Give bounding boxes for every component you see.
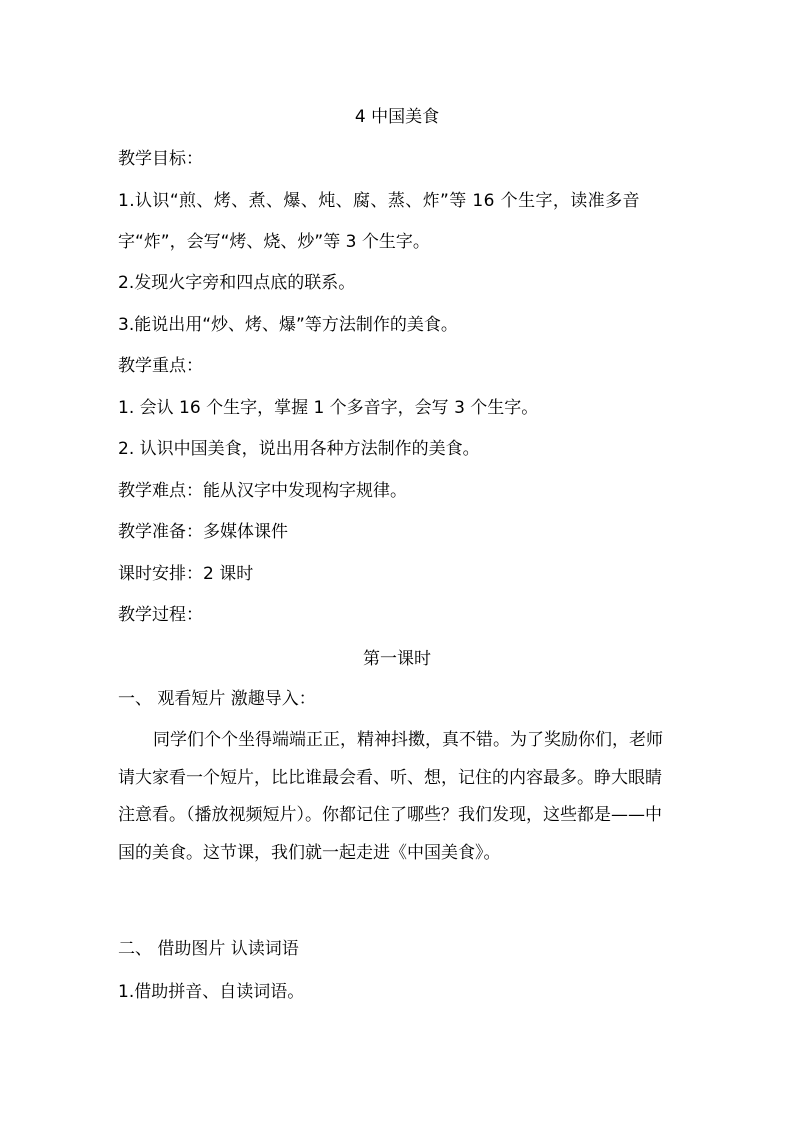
section-1-paragraph: 同学们个个坐得端端正正，精神抖擞，真不错。为了奖励你们，老师请大家看一个短片，比比谁最会看、听、想，记住的内容最多。睁大眼睛注意看。（播放视频短片）。你都记住了哪些？我们发现，这些都是——中国的美食。这节课，我们就一起走进《中国美食》。	[118, 730, 663, 863]
section-2-heading: 二、 借助图片 认读词语	[118, 939, 299, 959]
key-point-2: 2. 认识中国美食，说出用各种方法制作的美食。	[118, 439, 480, 459]
lesson-period-title: 第一课时	[363, 649, 431, 669]
section-2-item-1: 1.借助拼音、自读词语。	[118, 982, 305, 1002]
lesson-title-heading: 4 中国美食	[354, 107, 440, 127]
objective-1-continued: 字“炸”，会写“烤、烧、炒”等 3 个生字。	[118, 232, 430, 252]
process-heading: 教学过程：	[118, 605, 203, 625]
key-points-heading: 教学重点：	[118, 356, 203, 376]
preparation-line: 教学准备：多媒体课件	[118, 522, 288, 542]
objective-2: 2.发现火字旁和四点底的联系。	[118, 273, 356, 293]
objectives-heading: 教学目标：	[118, 149, 203, 169]
schedule-line: 课时安排：2 课时	[118, 564, 254, 584]
difficulty-line: 教学难点：能从汉字中发现构字规律。	[118, 481, 407, 501]
objective-3: 3.能说出用“炒、烤、爆”等方法制作的美食。	[118, 315, 458, 335]
objective-1: 1.认识“煎、烤、煮、爆、炖、腐、蒸、炸”等 16 个生字，读准多音	[118, 191, 640, 211]
key-point-1: 1. 会认 16 个生字，掌握 1 个多音字，会写 3 个生字。	[118, 398, 539, 418]
section-1-heading: 一、 观看短片 激趣导入：	[118, 689, 316, 709]
